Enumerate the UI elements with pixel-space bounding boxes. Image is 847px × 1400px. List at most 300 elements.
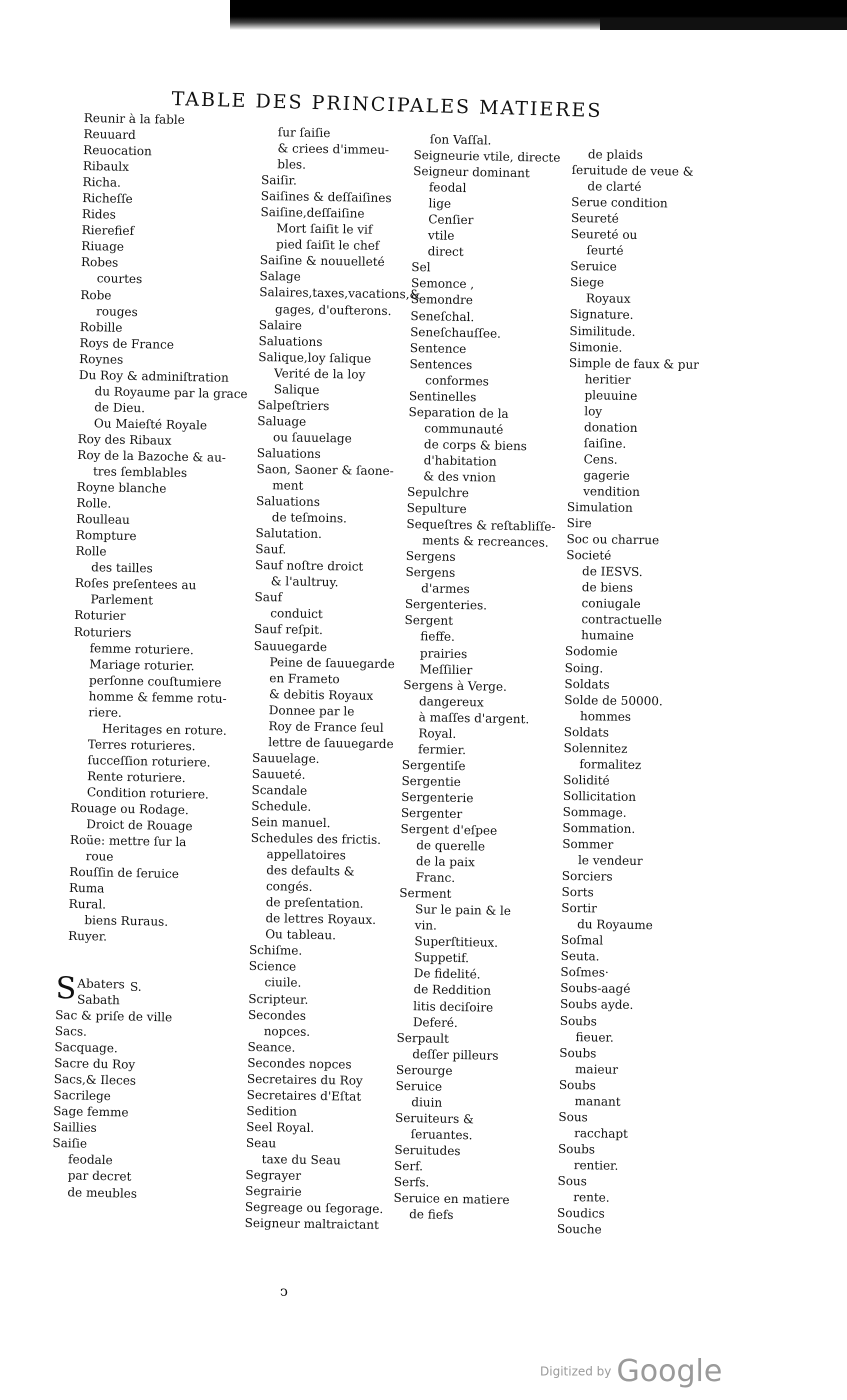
index-entry-text: Sauf [254, 590, 283, 605]
index-entry-text: biens Ruraus. [84, 913, 169, 930]
index-entry-text: Seneſchal. [410, 308, 475, 324]
index-entry-text: Saluations [256, 445, 321, 461]
index-entry [258, 333, 408, 351]
index-entry [570, 290, 700, 308]
index-entry-text: & des vnion [423, 469, 497, 485]
index-entry-text: Schedule. [251, 798, 312, 814]
index-entry-text: Sacrilege [53, 1088, 112, 1104]
index-entry [564, 692, 694, 710]
index-entry-text: Heritages en roture. [102, 721, 227, 738]
index-entry-text: à maſſes d'argent. [418, 709, 530, 727]
index-entry-text: de IESVS. [581, 564, 643, 580]
index-entry-text: & debitis Royaux [268, 686, 374, 703]
index-entry-text: de corps & biens [423, 437, 528, 454]
index-entry-text: contractuelle [581, 612, 663, 628]
index-entry [247, 1039, 397, 1057]
index-entry-text: Rides [81, 207, 116, 222]
index-entry-text: Solde de 50000. [564, 692, 663, 708]
index-entry-text: Roynes [79, 351, 124, 367]
index-entry-text: Ou Maieſté Royale [93, 416, 208, 433]
index-entry [559, 1077, 689, 1095]
index-entry-text: Mort ſaiſit le vif [276, 221, 373, 238]
index-entry-text: ciuile. [264, 975, 302, 991]
index-entry [560, 964, 690, 982]
index-entry-text: coniugale [581, 596, 641, 612]
index-entry [248, 990, 398, 1008]
index-entry [559, 1045, 689, 1063]
index-entry-text: Royal. [418, 725, 457, 741]
index-entry-text: Rolle [75, 544, 107, 559]
index-entry-text: ou ſauuelage [272, 430, 352, 446]
index-entry [253, 686, 403, 704]
index-entry [72, 704, 222, 723]
index-entry-text: pleuuine [584, 387, 638, 403]
index-entry-text: d'armes [421, 581, 470, 597]
list-item-text: Sabath [76, 992, 120, 1008]
index-entry-text: Sous [557, 1173, 587, 1189]
index-entry [68, 928, 218, 947]
index-entry-text: de biens [581, 580, 634, 596]
digitized-watermark [540, 1354, 722, 1389]
index-entry-text: ſeruitude de veue & [571, 163, 694, 179]
index-entry-text: Sacs,& Ileces [53, 1072, 137, 1088]
index-entry-text: homme & femme rotu- [88, 688, 227, 706]
index-column-1 [68, 110, 248, 947]
index-entry-text: Sollicitation [562, 788, 637, 804]
list-item [55, 971, 206, 1010]
index-entry-text: riere. [88, 704, 122, 720]
index-entry-text: taxe du Seau [261, 1152, 341, 1168]
index-entry-text: Reuocation [83, 143, 152, 159]
index-entry-text: Semonce , [410, 276, 475, 292]
index-entry [254, 621, 404, 639]
index-entry [245, 1215, 395, 1233]
index-entry-text: Saiſie [52, 1136, 88, 1152]
index-entry-text: perſonne couſtumiere [88, 672, 222, 690]
index-entry-text: Sacre du Roy [54, 1056, 136, 1072]
index-entry [557, 1205, 687, 1223]
index-entry-text: du Royaume [577, 917, 653, 933]
index-entry [569, 339, 699, 357]
index-entry-text: Salique,loy ſalique [258, 349, 372, 366]
index-entry-text: Seruice [570, 259, 617, 274]
index-entry [566, 579, 696, 597]
index-entry-text: Sepulchre [406, 484, 470, 501]
index-entry-text: Sein manuel. [250, 814, 331, 831]
index-entry-text: appellatoires [266, 847, 346, 863]
index-entry-text: Sommer [562, 836, 614, 852]
index-entry-text: Sommation. [562, 820, 636, 836]
index-entry-text: humaine [581, 628, 634, 644]
index-entry [572, 146, 702, 164]
index-entry-text: Societé [566, 548, 612, 563]
index-entry-text: Seruitudes [394, 1142, 461, 1159]
index-entry [565, 659, 695, 677]
index-entry-text: Soldats [564, 676, 610, 692]
index-entry-text: Rouage ou Rodage. [70, 800, 189, 818]
index-entry [248, 974, 398, 992]
index-entry-text: ſon Vaſſal. [429, 132, 492, 148]
index-entry-text: Salaires,taxes,vacations,& [259, 285, 421, 302]
index-entry-text: Roy de France ſeul [268, 718, 384, 735]
index-entry-text: Siege [569, 275, 605, 290]
index-entry [561, 916, 691, 934]
index-entry-text: lige [428, 196, 452, 211]
index-entry-text: Sergent [404, 613, 454, 629]
index-entry-text: Seigneur maltraictant [244, 1216, 379, 1233]
index-entry-text: Terres roturieres. [87, 737, 196, 754]
index-entry-text: Ribaulx [82, 159, 130, 175]
index-entry-text: Reuuard [83, 127, 136, 143]
index-entry-text: de fiefs [409, 1207, 454, 1223]
index-entry-text: Soldats [563, 724, 610, 740]
index-entry-text: Meſſilier [419, 661, 473, 677]
index-entry [566, 563, 696, 581]
index-entry-text: Sauuelage. [251, 750, 320, 766]
index-entry-text: rentier. [573, 1158, 619, 1173]
index-entry-text: Soubs [559, 1013, 597, 1028]
index-entry-text: Sergentie [401, 773, 461, 789]
index-entry [571, 194, 701, 212]
index-entry-text: Solidité [563, 772, 610, 788]
index-entry-text: Sac & priſe de ville [55, 1007, 173, 1025]
index-entry [568, 387, 698, 405]
index-entry-text: Sergenter [400, 805, 463, 822]
index-entry [558, 1157, 688, 1175]
index-entry-text: Rierefief [81, 223, 135, 239]
index-entry-text: vendition [583, 484, 641, 499]
index-entry-text: gages, d'oufterons. [274, 301, 392, 318]
index-entry-text: Serourge [395, 1062, 453, 1078]
index-entry [248, 1006, 398, 1024]
index-entry-text: lettre de ſauuegarde [268, 734, 394, 751]
index-entry [564, 675, 694, 693]
index-entry [563, 756, 693, 774]
index-entry-text: de clarté [587, 179, 642, 195]
index-entry [558, 1141, 688, 1159]
index-entry-text: de plaids [587, 147, 643, 162]
index-entry [562, 820, 692, 838]
index-entry-text: Segrayer [245, 1167, 302, 1183]
index-entry-text: Seuta. [560, 949, 600, 964]
index-entry-text: Seureté ou [570, 227, 638, 243]
index-entry [560, 996, 690, 1014]
index-entry-text: Sentence [409, 340, 467, 356]
index-entry [572, 162, 702, 180]
index-entry-text: de preſentation. [265, 895, 364, 911]
google-logo: Google [616, 1354, 723, 1389]
index-entry-text: Ruma [68, 881, 105, 896]
index-entry [571, 178, 701, 196]
index-entry-text: par decret [67, 1168, 132, 1185]
index-entry-text: Riuage [81, 239, 125, 255]
index-entry-text: Similitude. [569, 323, 636, 339]
index-entry [393, 1206, 548, 1225]
index-entry-text: Salpeſtriers [257, 397, 330, 413]
index-entry-text: Soubs-aagé [560, 981, 631, 997]
index-entry-text: rouges [96, 303, 138, 319]
index-entry [563, 740, 693, 758]
index-entry [254, 637, 404, 655]
index-entry [561, 900, 691, 918]
index-entry-text: Superſtitieux. [414, 934, 499, 951]
index-entry-text: en Frameto [269, 670, 340, 686]
index-entry-text: Sauf reſpit. [253, 622, 323, 638]
index-entry-text: Simple de faux & pur [568, 355, 700, 372]
index-entry [557, 1189, 687, 1207]
index-entry-text: d'habitation [423, 453, 497, 469]
index-entry-text: prairies [419, 645, 468, 661]
index-entry-text: & l'aultruy. [270, 574, 339, 590]
index-entry-text: Salage [259, 269, 301, 285]
index-entry-text: Simonie. [569, 339, 623, 355]
index-entry-text: Serf. [393, 1158, 424, 1174]
index-entry-text: Salutation. [255, 526, 323, 542]
index-entry [569, 371, 699, 389]
index-entry [571, 210, 701, 228]
index-entry-text: deſſer pilleurs [412, 1046, 499, 1063]
index-entry [562, 852, 692, 870]
index-entry-text: Schedules des frictis. [250, 830, 382, 848]
index-entry [562, 868, 692, 886]
index-entry-text: diuin [411, 1094, 443, 1110]
index-entry [567, 515, 697, 533]
index-entry-text: Seneſchauſſee. [410, 324, 502, 341]
index-entry-text: Rompture [75, 528, 137, 544]
index-entry-text: Reunir à la fable [83, 110, 185, 127]
index-entry-text: Cens. [583, 452, 618, 467]
index-entry-text: Ruyer. [68, 929, 108, 944]
index-entry-text: Soſmes· [560, 965, 609, 980]
index-entry-text: Sergens [405, 565, 456, 581]
index-entry [560, 1012, 690, 1030]
index-entry-text: Salaire [258, 317, 303, 333]
index-entry [562, 836, 692, 854]
index-entry-text: Droict de Rouage [86, 817, 193, 834]
index-entry-text: Souche [556, 1222, 602, 1237]
index-entry [570, 242, 700, 260]
index-entry-text: Signature. [569, 307, 634, 323]
index-entry-text: Sorciers [561, 869, 613, 884]
index-entry-text: congés. [265, 879, 313, 895]
index-entry-text: Richeſſe [82, 191, 133, 207]
drop-cap-initial: S [55, 971, 77, 1007]
index-entry-text: Roy des Ribaux [77, 431, 172, 448]
index-entry-text: Seruiteurs & [394, 1110, 474, 1127]
index-entry [567, 499, 697, 517]
index-entry [567, 467, 697, 485]
index-entry-text: Salique [273, 381, 320, 397]
index-entry [565, 611, 695, 629]
index-entry-text: Secondes nopces [247, 1055, 352, 1072]
index-entry-text: Roys de France [79, 335, 175, 352]
index-entry [560, 980, 690, 998]
index-entry-text: de teſmoins. [271, 510, 348, 526]
index-entry-text: Soubs [558, 1077, 597, 1093]
index-entry [561, 948, 691, 966]
index-entry-text: Seel Royal. [246, 1119, 315, 1135]
index-entry-text: Sauf. [255, 542, 287, 557]
index-entry-text: donation [583, 419, 638, 435]
index-entry-text: Sentinelles [408, 388, 477, 404]
index-entry [566, 531, 696, 549]
index-entry [258, 349, 408, 367]
index-entry-text: ment [272, 478, 304, 493]
index-entry-text: De fidelité. [413, 966, 481, 982]
index-entry-text: Sommage. [562, 804, 627, 820]
index-entry-text: Saluage [257, 413, 307, 429]
index-entry-text: Solennitez [563, 740, 628, 756]
index-entry-text: Serfs. [393, 1174, 430, 1190]
index-entry-text: Sequeſtres & reſtabliſſe- [406, 517, 556, 534]
index-entry [566, 547, 696, 565]
index-entry-text: Scripteur. [248, 991, 309, 1007]
index-entry-text: fieuer. [575, 1029, 614, 1045]
index-entry-text: Peine de ſauuegarde [269, 654, 395, 671]
index-entry-text: Seureté [570, 211, 619, 226]
section-letter: S. [130, 980, 142, 994]
index-entry-text: hommes [579, 708, 632, 724]
index-entry-text: de Dieu. [94, 400, 146, 416]
index-entry-text: ſucceſſion roturiere. [87, 753, 211, 770]
index-entry-text: Seance. [247, 1039, 296, 1055]
index-entry-text: Soc ou charrue [566, 532, 660, 548]
index-entry-text: Sergentiſe [401, 757, 466, 773]
index-entry-text: Soudics [557, 1205, 605, 1221]
index-entry-text: Serue condition [571, 195, 668, 211]
index-entry-text: Deferé. [412, 1014, 458, 1030]
index-entry-text: tres ſemblables [92, 464, 188, 481]
index-entry [259, 317, 409, 335]
index-entry [557, 1173, 687, 1191]
index-entry-text: Verité de la loy [273, 365, 366, 382]
index-entry-text: Soubs [557, 1141, 596, 1157]
index-entry-text: Sel [411, 260, 431, 275]
index-entry-text: communauté [424, 421, 504, 437]
index-entry [566, 595, 696, 613]
index-entry-text: pied ſaiſit le chef [275, 237, 380, 254]
index-entry-text: Sentences [409, 356, 473, 372]
index-column-3 [393, 131, 569, 1225]
index-entry-text: racchapt [574, 1125, 629, 1141]
index-entry-text: le vendeur [577, 853, 643, 869]
index-entry [568, 451, 698, 469]
index-entry [565, 643, 695, 661]
index-entry-text: vin. [414, 918, 438, 933]
index-entry-text: du Royaume par la grace [94, 384, 248, 401]
index-entry-text: manant [574, 1093, 621, 1109]
index-entry [248, 1023, 398, 1041]
index-entry-text: rente. [573, 1190, 610, 1205]
index-entry [569, 322, 699, 340]
index-entry-text: Soſmal [560, 933, 604, 948]
index-entry-text: vtile [427, 228, 455, 244]
index-entry-text: Soubs [559, 1045, 597, 1061]
index-entry-text: Sauf noſtre droict [254, 558, 364, 574]
index-entry-text: Secretaires d'Eſtat [246, 1087, 362, 1104]
index-entry [253, 653, 403, 671]
index-entry-text: Saiſine & nouuelleté [259, 253, 385, 270]
index-entry [571, 226, 701, 244]
index-entry [563, 788, 693, 806]
index-entry-text: Sergens [405, 549, 456, 565]
index-entry [253, 702, 403, 720]
index-entry-text: Sergens à Verge. [403, 677, 508, 694]
index-entry-text: Royne blanche [76, 480, 167, 496]
index-entry [259, 300, 409, 318]
index-entry-text: Separation de la [408, 404, 509, 421]
index-entry [567, 483, 697, 501]
index-entry-text: ments & recreances. [422, 533, 549, 550]
list-item-text: Abaters [77, 976, 125, 992]
index-entry-text: Saiſine,deſſaiſine [260, 205, 365, 221]
index-entry-text: bles. [277, 157, 307, 172]
index-entry-text: Sire [566, 516, 592, 531]
index-entry-text: Saluations [255, 494, 321, 510]
index-entry-text: Mariage roturier. [89, 656, 195, 673]
index-entry-text: Secondes [247, 1007, 307, 1023]
index-entry-text: gagerie [583, 468, 630, 483]
index-entry-text: ſeurté [586, 243, 624, 259]
index-entry [564, 724, 694, 742]
index-entry-text: Seau [245, 1135, 277, 1151]
index-entry-text: Roüe: mettre ſur la [69, 832, 187, 850]
index-entry-text: Du Roy & adminiſtration [78, 367, 229, 385]
index-entry-text: Rural. [68, 897, 107, 912]
index-entry-text: fermier. [418, 741, 467, 757]
index-entry-text: Cenſier [428, 212, 474, 228]
index-entry-text: Sage femme [52, 1104, 129, 1120]
index-entry [568, 435, 698, 453]
index-entry-text: Sortir [561, 901, 598, 916]
index-entry [558, 1109, 688, 1127]
index-entry-text: des defaults & [266, 863, 355, 879]
index-entry-text: dangereux [418, 693, 484, 710]
index-entry-text: feodal [428, 180, 467, 196]
index-entry-text: ſaiſine. [583, 436, 627, 451]
index-entry-text: femme roturiere. [89, 640, 194, 657]
index-entry-text: Sous [558, 1109, 588, 1125]
index-entry-text: Sedition [246, 1103, 298, 1119]
index-entry-text: feodale [67, 1152, 113, 1168]
index-entry-text: Sacs. [54, 1024, 88, 1039]
index-entry-text: Sorts [561, 885, 594, 900]
index-entry-text: Seigneurie vtile, directe [413, 148, 561, 165]
index-entry-text: Roſes preſentees au [74, 576, 197, 593]
index-entry-text: de querelle [416, 838, 486, 854]
index-entry-text: Ou tableau. [265, 927, 337, 943]
index-entry [559, 1028, 689, 1046]
index-entry-text: de la paix [415, 854, 475, 870]
index-entry-text: litis deciſoire [413, 998, 494, 1015]
index-entry-text: Sauueté. [251, 766, 306, 782]
index-entry-text: Sergenteries. [404, 597, 488, 613]
index-entry-text: Saiſir. [261, 173, 297, 188]
index-entry [561, 932, 691, 950]
index-entry-text: de meubles [67, 1184, 138, 1201]
index-entry-text: maieur [575, 1061, 619, 1077]
index-entry [568, 403, 698, 421]
index-entry [564, 708, 694, 726]
index-entry [559, 1093, 689, 1111]
index-entry-text: nopces. [263, 1023, 311, 1039]
index-entry-text: heritier [584, 371, 631, 387]
index-entry-text: ſur ſaiſie [277, 125, 331, 141]
index-entry [259, 284, 421, 302]
index-entry [570, 306, 700, 324]
index-entry-text: Semondre [410, 292, 474, 308]
index-entry-text: Sodomie [564, 644, 618, 660]
